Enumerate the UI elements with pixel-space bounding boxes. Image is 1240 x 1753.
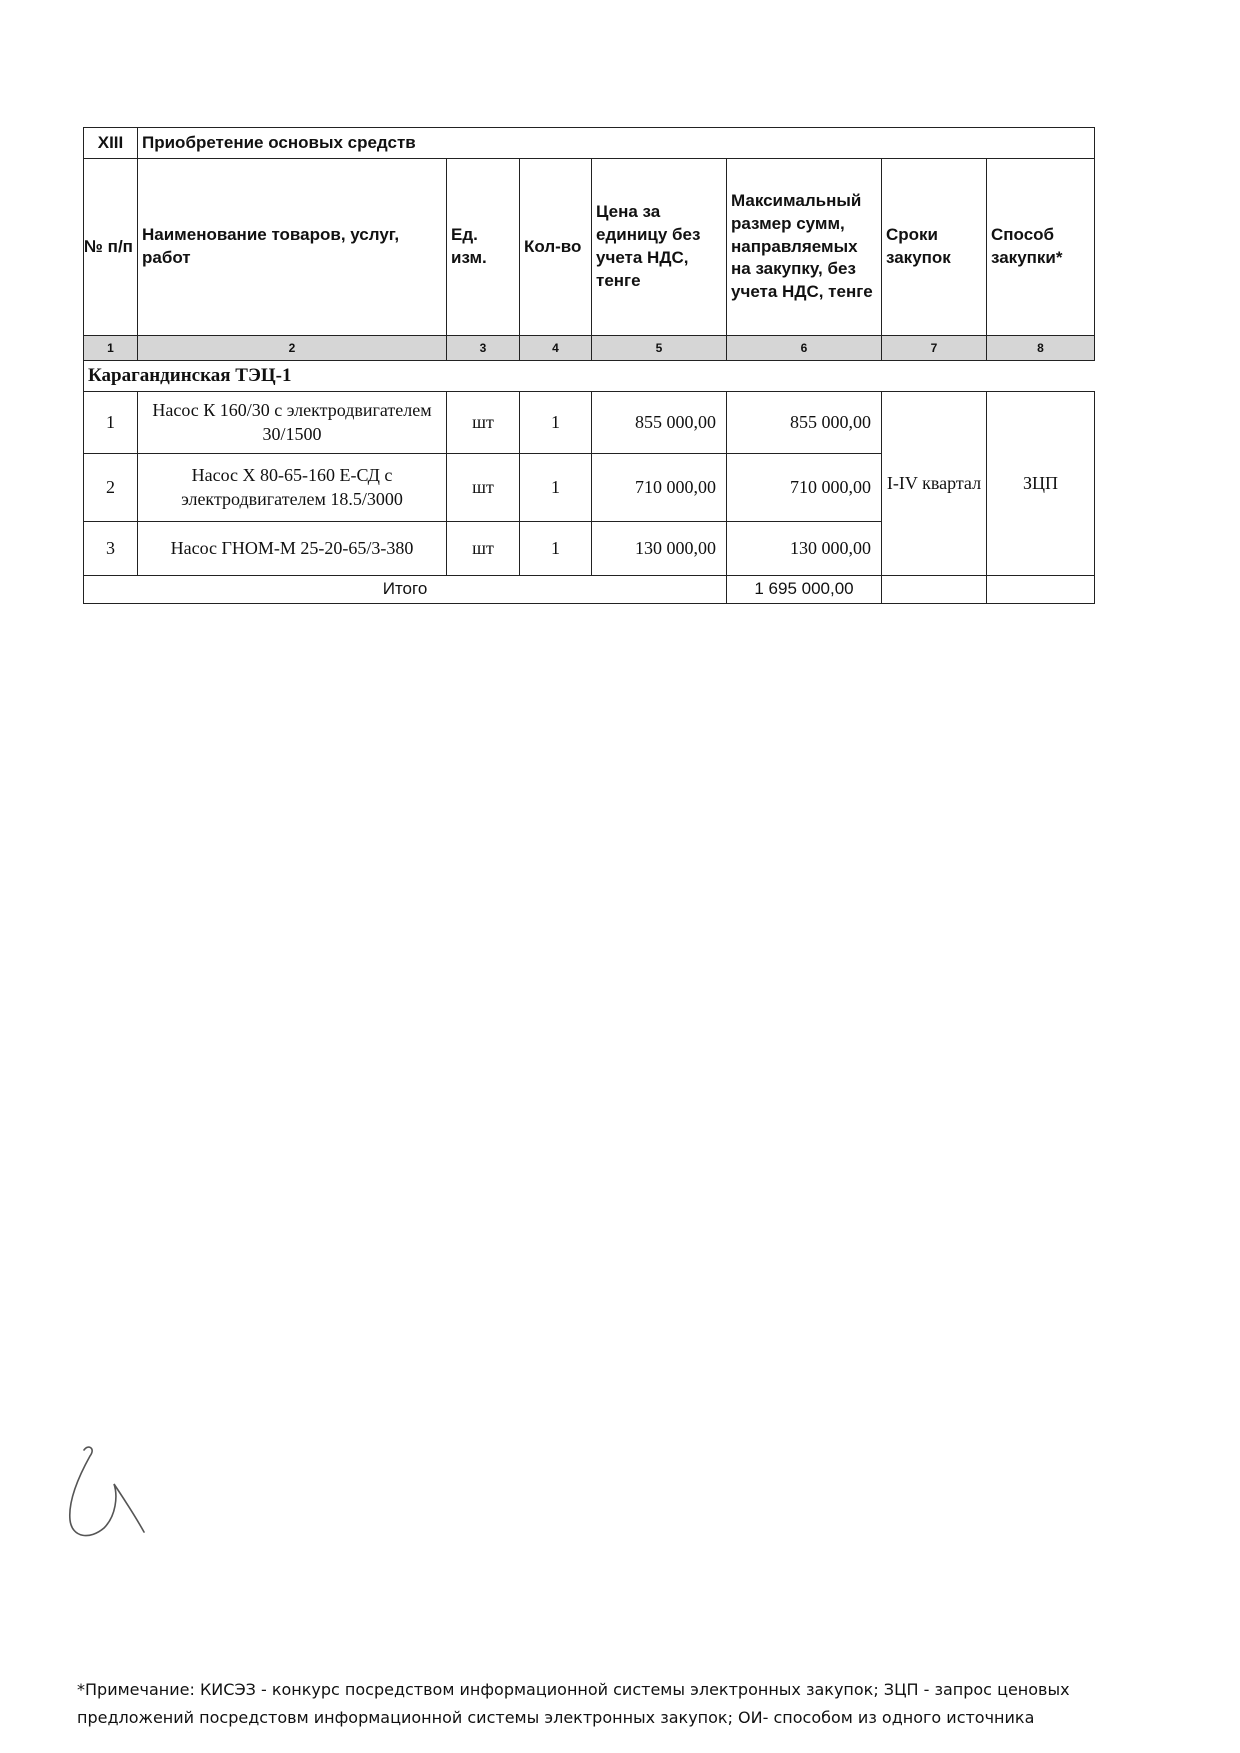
header-terms: Сроки закупок xyxy=(882,159,987,336)
row-name: Насос Х 80-65-160 Е-СД с электродвигателем 18.5/3000 xyxy=(138,453,447,521)
row-name: Насос ГНОМ-М 25-20-65/3-380 xyxy=(138,521,447,575)
terms-cell: I-IV квартал xyxy=(882,391,987,575)
footnote-text: *Примечание: КИСЭЗ - конкурс посредством информационной системы электронных закупок; ЗЦП - запрос ценовых предложений посредстовм информационной системы электронных закупок; ОИ- способом из одного источника xyxy=(77,1680,1070,1727)
total-label: Итого xyxy=(84,575,727,603)
header-price: Цена за единицу без учета НДС, тенге xyxy=(592,159,727,336)
header-qty: Кол-во xyxy=(520,159,592,336)
row-qty: 1 xyxy=(520,453,592,521)
method-cell: ЗЦП xyxy=(987,391,1095,575)
header-max-sum: Максимальный размер сумм, направляемых на закупку, без учета НДС, тенге xyxy=(727,159,882,336)
col-number: 6 xyxy=(727,336,882,361)
row-price: 710 000,00 xyxy=(592,453,727,521)
row-price: 130 000,00 xyxy=(592,521,727,575)
col-number: 7 xyxy=(882,336,987,361)
group-row xyxy=(84,361,1095,392)
total-empty-cell xyxy=(987,575,1095,603)
row-unit: шт xyxy=(447,453,520,521)
total-empty-cell xyxy=(882,575,987,603)
table-row xyxy=(84,391,1095,453)
column-header-row xyxy=(84,159,1095,336)
total-value: 1 695 000,00 xyxy=(727,575,882,603)
row-sum: 130 000,00 xyxy=(727,521,882,575)
header-num: № п/п xyxy=(84,159,138,336)
col-number: 8 xyxy=(987,336,1095,361)
row-num: 1 xyxy=(84,391,138,453)
col-number: 2 xyxy=(138,336,447,361)
col-number: 1 xyxy=(84,336,138,361)
handwritten-signature xyxy=(60,1440,160,1560)
header-method: Способ закупки* xyxy=(987,159,1095,336)
group-title: Карагандинская ТЭЦ-1 xyxy=(84,361,1095,392)
row-qty: 1 xyxy=(520,391,592,453)
row-name: Насос К 160/30 с электродвигателем 30/1500 xyxy=(138,391,447,453)
row-unit: шт xyxy=(447,521,520,575)
header-name: Наименование товаров, услуг, работ xyxy=(138,159,447,336)
row-num: 3 xyxy=(84,521,138,575)
col-number: 5 xyxy=(592,336,727,361)
header-unit: Ед. изм. xyxy=(447,159,520,336)
section-title: Приобретение основых средств xyxy=(138,128,1095,159)
total-row xyxy=(84,575,1095,603)
procurement-table xyxy=(83,127,1095,604)
row-qty: 1 xyxy=(520,521,592,575)
row-sum: 855 000,00 xyxy=(727,391,882,453)
section-header-row xyxy=(84,128,1095,159)
col-number: 3 xyxy=(447,336,520,361)
row-unit: шт xyxy=(447,391,520,453)
row-price: 855 000,00 xyxy=(592,391,727,453)
section-roman: XIII xyxy=(84,128,138,159)
col-number: 4 xyxy=(520,336,592,361)
row-sum: 710 000,00 xyxy=(727,453,882,521)
row-num: 2 xyxy=(84,453,138,521)
column-number-row xyxy=(84,336,1095,361)
